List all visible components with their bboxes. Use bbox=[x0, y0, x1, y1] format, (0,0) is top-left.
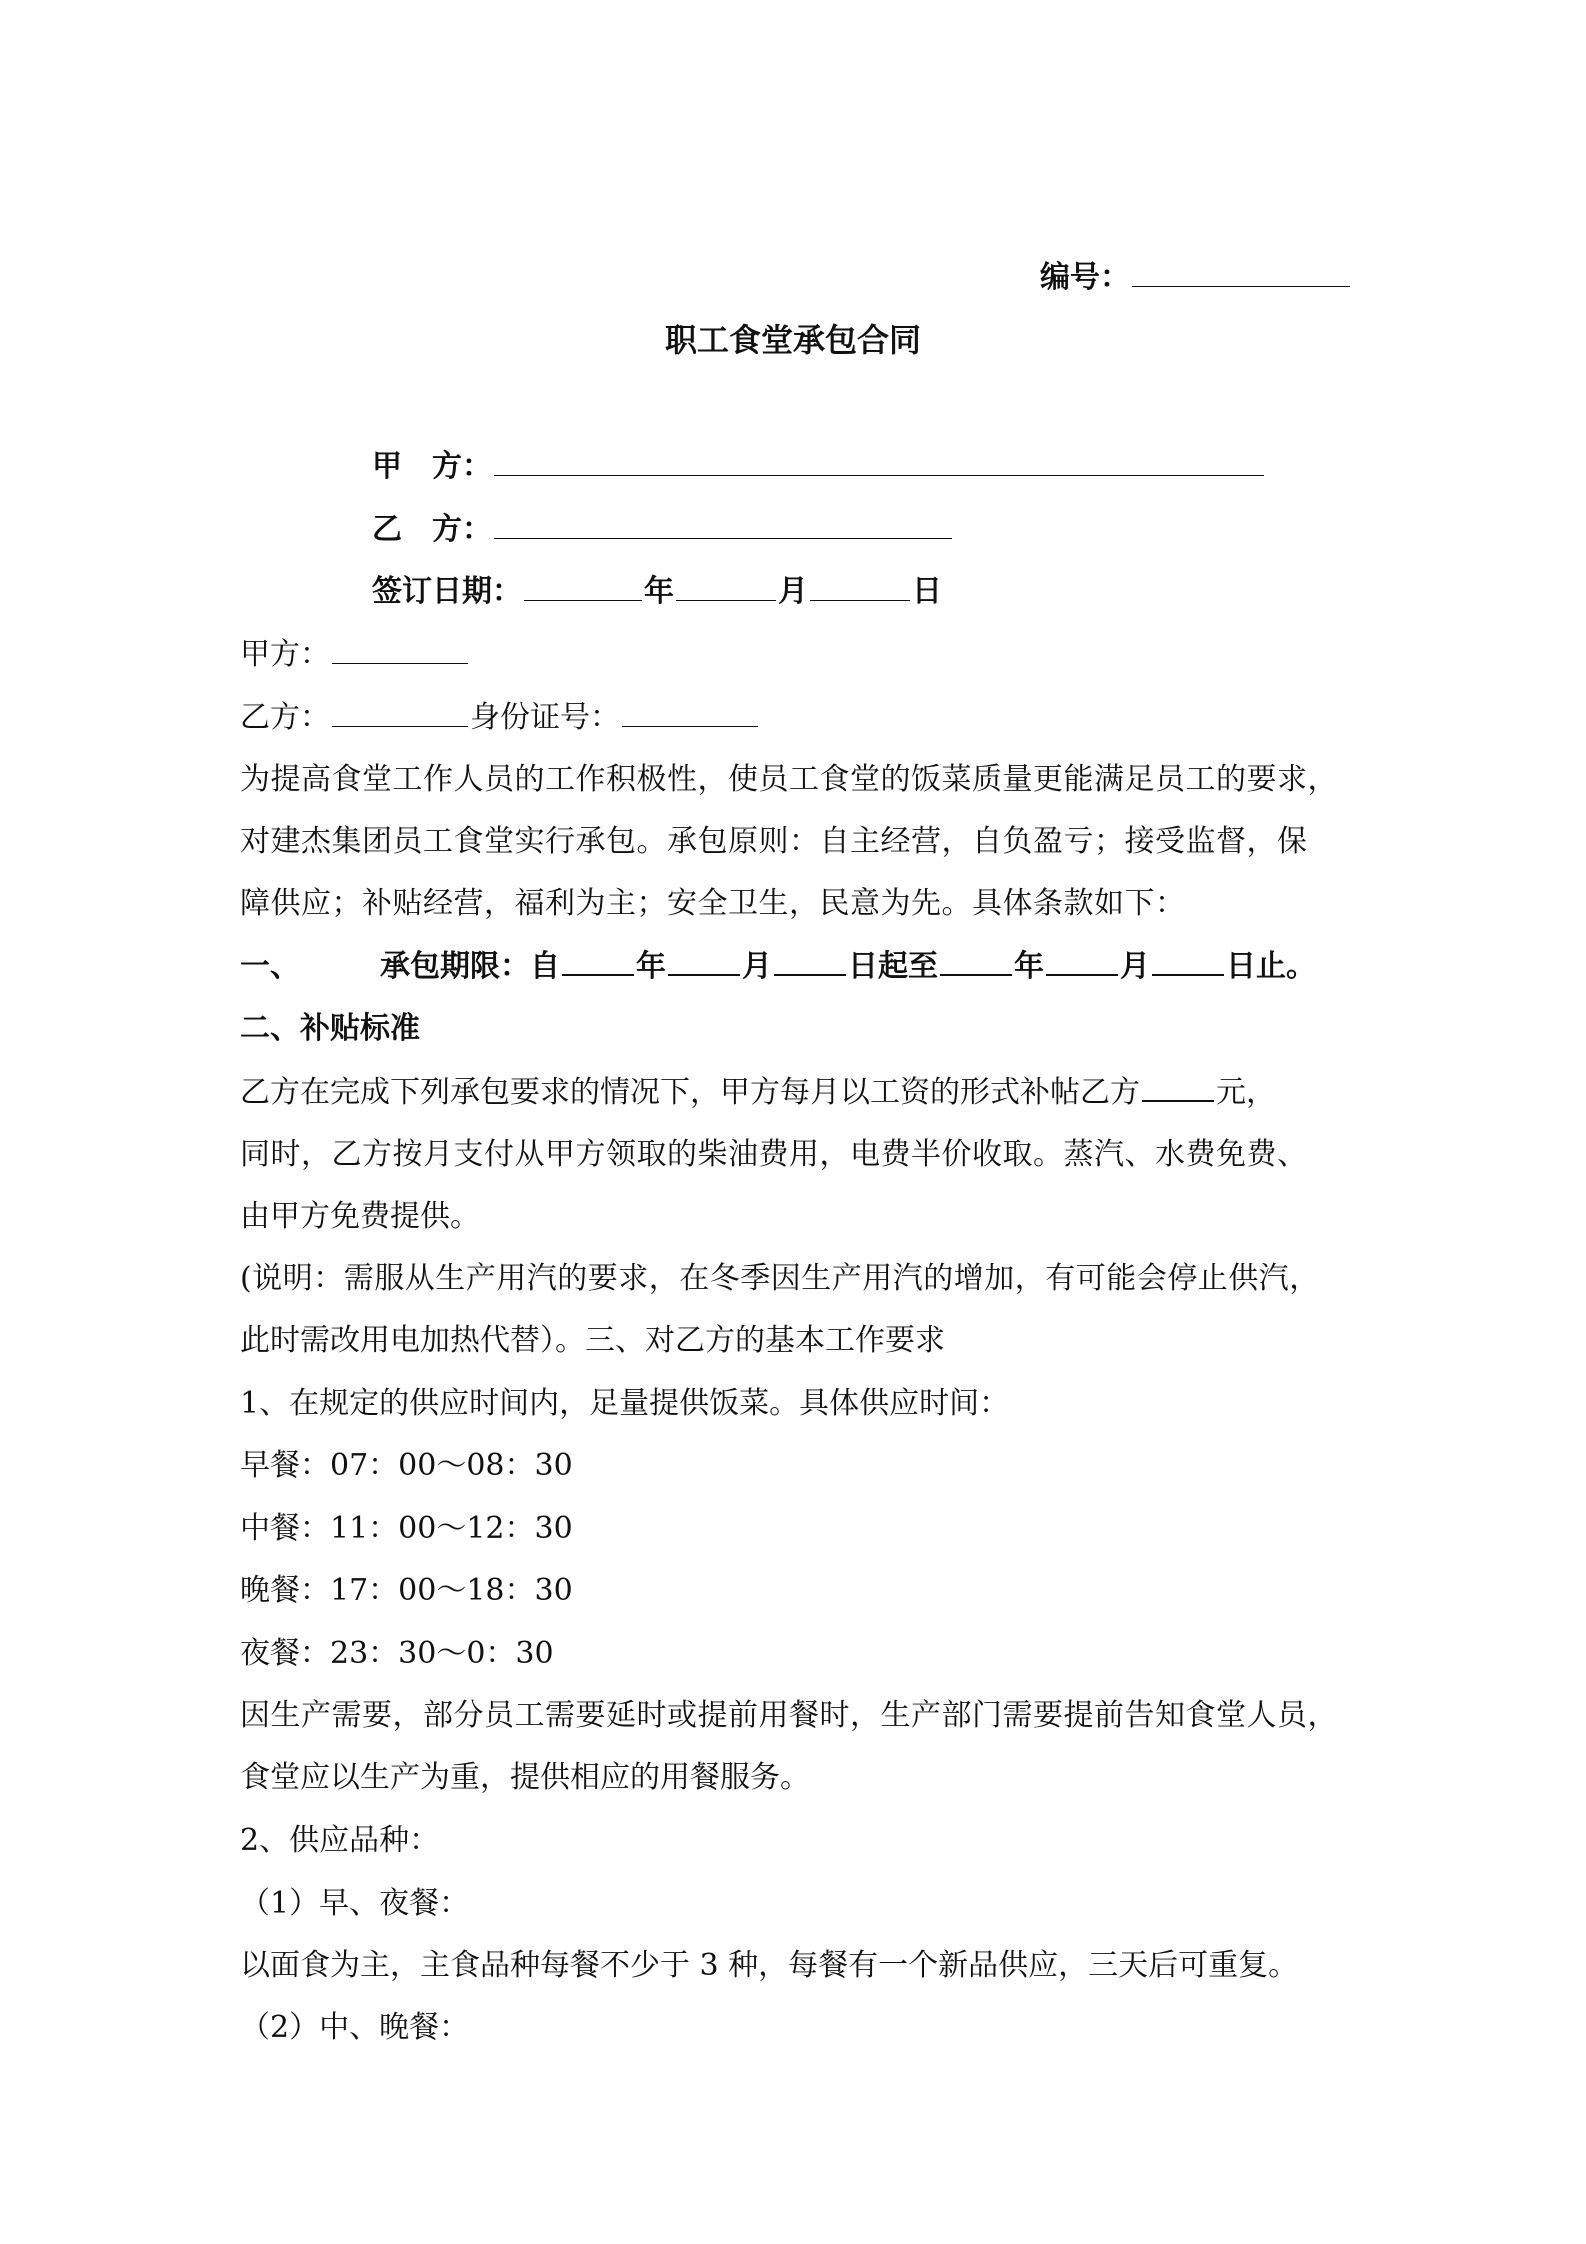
term-from-day-blank bbox=[774, 946, 846, 976]
requirement-sub-2: （2）中、晚餐： bbox=[240, 2010, 470, 2045]
subsidy-note-2: 此时需改用电加热代替）。三、对乙方的基本工作要求 bbox=[240, 1323, 945, 1358]
sign-year-unit: 年 bbox=[644, 574, 674, 609]
requirement-item-2: 2、供应品种： bbox=[240, 1823, 440, 1858]
party-b-label: 乙方： bbox=[240, 700, 330, 735]
cover-party-a-line bbox=[372, 447, 1266, 487]
intro-line-1: 为提高食堂工作人员的工作积极性，使员工食堂的饭菜质量更能满足员工的要求， bbox=[240, 762, 1338, 797]
term-to-day-blank bbox=[1152, 946, 1224, 976]
sign-year-blank bbox=[524, 572, 642, 601]
term-to-year-blank bbox=[940, 946, 1012, 976]
document-number-line bbox=[1040, 258, 1352, 298]
sign-day-blank bbox=[810, 572, 910, 601]
party-b-blank bbox=[332, 698, 468, 727]
term-to-day-unit: 日止。 bbox=[1226, 949, 1316, 984]
schedule-dinner: 晚餐：17：00～18：30 bbox=[240, 1573, 573, 1608]
cover-party-a-blank bbox=[494, 447, 1264, 476]
requirement-sub-1: （1）早、夜餐： bbox=[240, 1886, 470, 1921]
subsidy-line-1-text: 乙方在完成下列承包要求的情况下，甲方每月以工资的形式补帖乙方 bbox=[240, 1075, 1140, 1110]
document-number-blank bbox=[1132, 258, 1350, 287]
party-a-line bbox=[240, 635, 470, 675]
term-to-month-unit: 月 bbox=[1120, 949, 1150, 984]
subsidy-line-1-unit: 元， bbox=[1216, 1075, 1276, 1110]
subsidy-line-2: 同时，乙方按月支付从甲方领取的柴油费用，电费半价收取。蒸汽、水费免费、 bbox=[240, 1137, 1308, 1172]
party-b-id-label: 身份证号： bbox=[470, 700, 620, 735]
subsidy-line-3: 由甲方免费提供。 bbox=[240, 1199, 480, 1234]
intro-line-3: 障供应；补贴经营，福利为主；安全卫生，民意为先。具体条款如下： bbox=[240, 886, 1186, 921]
intro-line-2: 对建杰集团员工食堂实行承包。承包原则：自主经营，自负盈亏；接受监督，保 bbox=[240, 824, 1308, 859]
schedule-lunch: 中餐：11：00～12：30 bbox=[240, 1511, 573, 1546]
requirement-extra-2: 食堂应以生产为重，提供相应的用餐服务。 bbox=[240, 1760, 810, 1795]
cover-party-a-label: 甲 方： bbox=[372, 449, 492, 484]
term-from-year-unit: 年 bbox=[636, 949, 666, 984]
cover-party-b-line bbox=[372, 510, 954, 550]
term-from-month-blank bbox=[668, 946, 740, 976]
cover-sign-date-line bbox=[372, 572, 942, 612]
requirement-item-1: 1、在规定的供应时间内，足量提供饭菜。具体供应时间： bbox=[240, 1386, 1010, 1421]
term-to-year-unit: 年 bbox=[1014, 949, 1044, 984]
sign-day-unit: 日 bbox=[912, 574, 942, 609]
party-b-id-blank bbox=[622, 698, 758, 727]
term-from-month-unit: 月 bbox=[742, 949, 772, 984]
subsidy-amount-blank bbox=[1142, 1072, 1214, 1102]
cover-party-b-blank bbox=[494, 510, 952, 539]
contract-title: 职工食堂承包合同 bbox=[664, 321, 921, 359]
party-a-label: 甲方： bbox=[240, 637, 330, 672]
sign-month-blank bbox=[676, 572, 776, 601]
term-to-month-blank bbox=[1046, 946, 1118, 976]
subsidy-line-1 bbox=[240, 1072, 1276, 1113]
subsidy-heading: 二、补贴标准 bbox=[240, 1011, 420, 1046]
cover-party-b-label: 乙 方： bbox=[372, 512, 492, 547]
cover-sign-date-label: 签订日期： bbox=[372, 574, 522, 609]
term-number: 一、 bbox=[240, 949, 300, 984]
term-from-day-unit: 日起至 bbox=[848, 949, 938, 984]
schedule-breakfast: 早餐：07：00～08：30 bbox=[240, 1448, 573, 1483]
term-from-year-blank bbox=[562, 946, 634, 976]
subsidy-note-1: (说明：需服从生产用汽的要求，在冬季因生产用汽的增加，有可能会停止供汽， bbox=[240, 1261, 1320, 1296]
document-number-label: 编号： bbox=[1040, 260, 1130, 295]
requirement-extra-1: 因生产需要，部分员工需要延时或提前用餐时，生产部门需要提前告知食堂人员， bbox=[240, 1698, 1338, 1733]
term-line bbox=[240, 946, 1316, 987]
requirement-sub-1-text: 以面食为主，主食品种每餐不少于 3 种，每餐有一个新品供应，三天后可重复。 bbox=[240, 1948, 1299, 1983]
sign-month-unit: 月 bbox=[778, 574, 808, 609]
party-a-blank bbox=[332, 635, 468, 664]
schedule-night: 夜餐：23：30～0：30 bbox=[240, 1636, 554, 1671]
party-b-line bbox=[240, 698, 760, 738]
term-label: 承包期限：自 bbox=[380, 949, 560, 984]
